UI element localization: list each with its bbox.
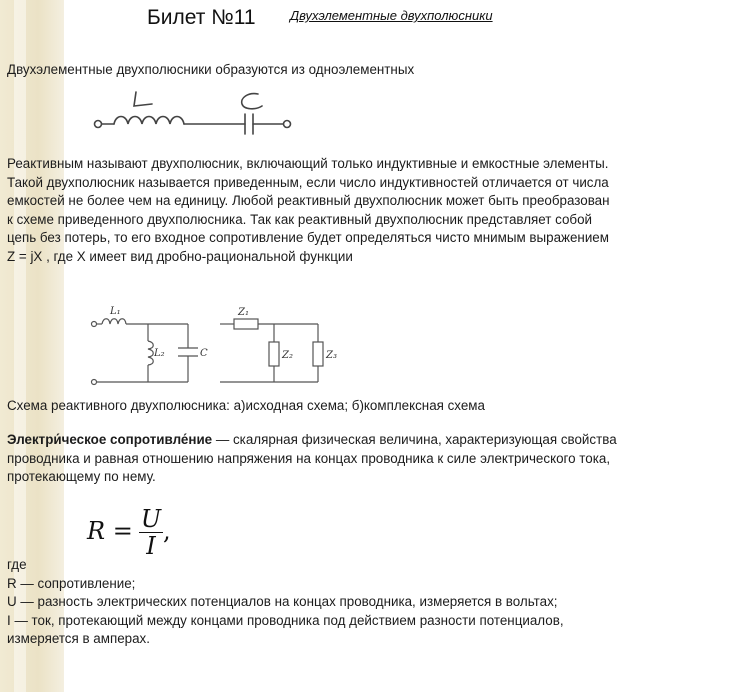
where-line: измеряется в амперах. <box>7 631 150 647</box>
where-line: где <box>7 557 27 572</box>
scheme-a-label-l2: L₂ <box>154 348 165 359</box>
resistance-term: Электри́ческое сопротивле́ние <box>7 432 213 447</box>
scheme-a-diagram <box>90 306 215 388</box>
where-line: R — сопротивление; <box>7 575 136 591</box>
reactive-line: к схеме приведенного двухполюсника. Так как реактивный двухполюсник представляет собой <box>7 211 593 227</box>
formula-lhs: R = <box>87 517 133 545</box>
scheme-b-label-z2: Z₂ <box>282 350 293 361</box>
formula-fraction <box>139 506 163 559</box>
formula-comma: , <box>163 517 171 545</box>
formula-denominator: I <box>146 532 156 560</box>
reactive-line: емкостей не более чем на единицу. Любой реактивный двухполюсник может быть преобразован <box>7 193 610 209</box>
scheme-a-label-c: C <box>200 348 208 359</box>
scheme-caption: Схема реактивного двухполюсника: а)исходная схема; б)комплексная схема <box>7 398 485 413</box>
resistance-line: проводника и равная отношению напряжения на концах проводника к силе электрического тока, <box>7 450 611 466</box>
scheme-b-label-z3: Z₃ <box>326 350 337 361</box>
reactive-line: Реактивным называют двухполюсник, включающий только индуктивные и емкостные элементы. <box>7 156 609 171</box>
reactive-line: Такой двухполюсник называется приведенным, если число индуктивностей отличается от числа <box>7 174 609 190</box>
reactive-line: цепь без потерь, то его входное сопротивление будет определяться чисто мнимым выражением <box>7 230 609 246</box>
resistance-line: протекающему по нему. <box>7 469 156 485</box>
resistance-paragraph <box>7 431 742 487</box>
resistance-definition: — скалярная физическая величина, характеризующая свойства <box>212 432 617 447</box>
ohm-formula <box>87 506 171 559</box>
scheme-b-label-z1: Z₁ <box>238 307 249 318</box>
lc-labels <box>90 84 310 114</box>
reactive-paragraph <box>7 155 742 267</box>
page-title: Билет №11 <box>147 6 256 29</box>
formula-numerator: U <box>140 505 162 533</box>
scheme-a-label-l1: L₁ <box>110 306 121 317</box>
page-subtitle: Двухэлементные двухполюсники <box>290 8 493 23</box>
intro-paragraph: Двухэлементные двухполюсники образуются из одноэлементных <box>7 62 415 77</box>
scheme-b-diagram <box>220 306 350 388</box>
where-line: U — разность электрических потенциалов на концах проводника, измеряется в вольтах; <box>7 594 558 610</box>
reactive-line: Z = jX , где X имеет вид дробно-рациональной функции <box>7 248 353 264</box>
where-list <box>7 556 742 649</box>
where-line: I — ток, протекающий между концами проводника под действием разности потенциалов, <box>7 612 564 628</box>
